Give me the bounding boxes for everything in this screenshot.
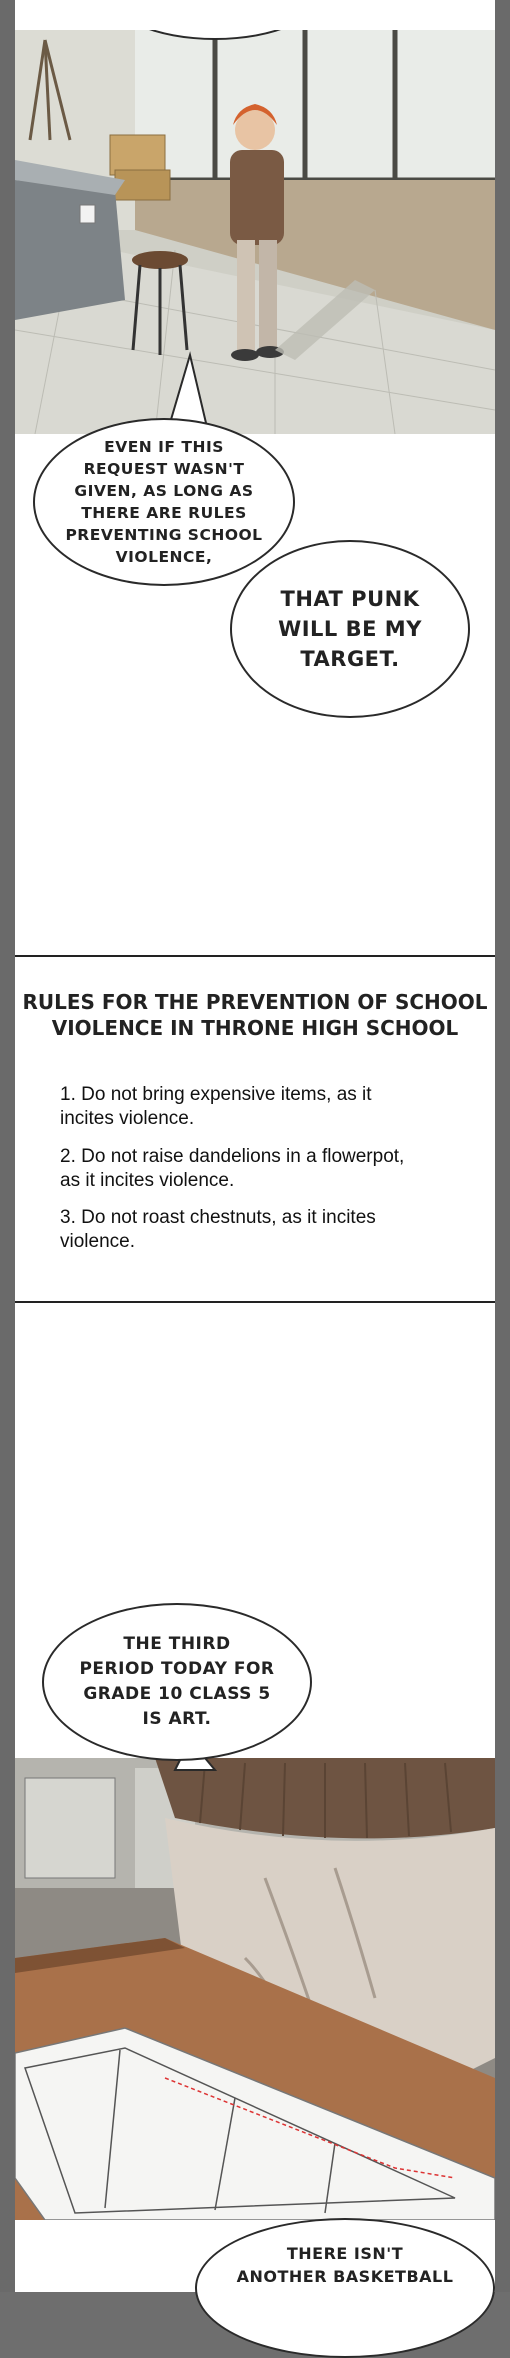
bubble-line: PREVENTING SCHOOL — [65, 526, 263, 544]
speech-bubble-basketball — [195, 2218, 495, 2358]
bubble-line: PERIOD TODAY FOR — [79, 1659, 275, 1679]
desk-illustration — [15, 1758, 495, 2220]
bubble-line: WILL BE MY — [278, 617, 422, 641]
speech-bubble-art — [42, 1603, 312, 1761]
bubble-line: REQUEST WASN'T — [83, 460, 245, 478]
bubble-line: EVEN IF THIS — [104, 438, 224, 456]
rule-item-2: 2. Do not raise dandelions in a flowerpot, as it incites violence. — [60, 1146, 405, 1191]
bubble-line: THE THIRD — [123, 1634, 231, 1654]
rules-title-line: VIOLENCE IN THRONE HIGH SCHOOL — [51, 1016, 459, 1040]
speech-bubble-request — [33, 418, 295, 586]
rules-title — [15, 989, 495, 1041]
bubble-line: IS ART. — [142, 1709, 212, 1729]
rules-title-line: RULES FOR THE PREVENTION OF SCHOOL — [22, 990, 488, 1014]
panel-desk — [15, 1758, 495, 2220]
bubble-line: THERE ISN'T — [286, 2244, 404, 2263]
speech-bubble-target — [230, 540, 470, 718]
rule-item-1: 1. Do not bring expensive items, as it incites violence. — [60, 1084, 372, 1129]
rule-item-3: 3. Do not roast chestnuts, as it incites violence. — [60, 1207, 376, 1252]
bubble-line: THERE ARE RULES — [81, 504, 247, 522]
rules-panel — [15, 955, 495, 1303]
bubble-line: GIVEN, AS LONG AS — [74, 482, 254, 500]
bubble-line: TARGET. — [300, 647, 400, 671]
bubble-line: GRADE 10 CLASS 5 — [83, 1684, 271, 1704]
bubble-line: VIOLENCE, — [115, 548, 213, 566]
bubble-line: ANOTHER BASKETBALL — [236, 2267, 454, 2286]
bubble-line: THAT PUNK — [280, 587, 420, 611]
